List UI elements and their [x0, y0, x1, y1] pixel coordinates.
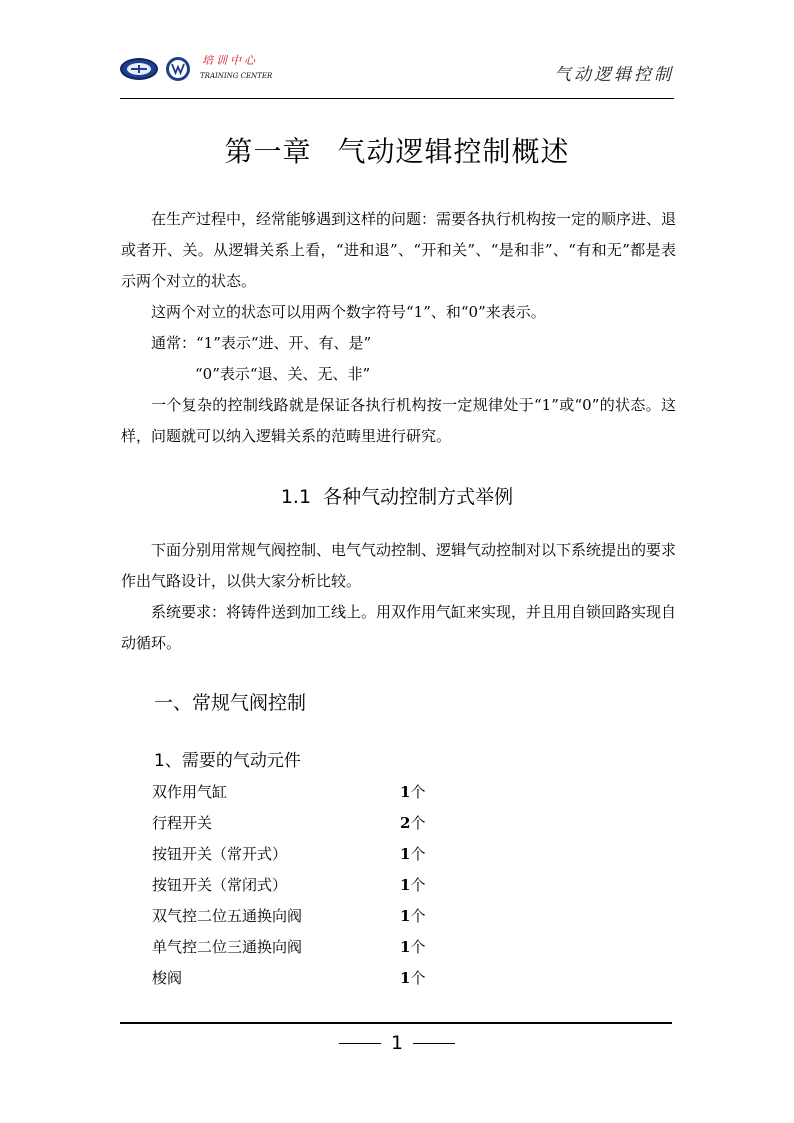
header-title: 气动逻辑控制	[554, 65, 674, 85]
subsection-title: 一、常规气阀控制	[154, 692, 307, 714]
logo-text-cn: 培训中心	[202, 54, 258, 67]
list-item	[152, 962, 472, 993]
component-quantity: 1个	[400, 969, 426, 987]
intro-paragraph-3: 通常：“1”表示“进、开、有、是”	[151, 334, 372, 352]
faw-logo-icon	[120, 58, 158, 80]
dash-left	[339, 1043, 381, 1044]
list-item	[152, 776, 472, 807]
chapter-title	[0, 130, 794, 170]
component-name: 行程开关	[152, 814, 213, 832]
section-name: 各种气动控制方式举例	[323, 486, 514, 508]
page-number	[0, 1032, 794, 1054]
component-name: 按钮开关（常闭式）	[152, 876, 288, 894]
list-item	[152, 807, 472, 838]
training-center-logo	[200, 52, 274, 86]
intro-paragraph-2: 这两个对立的状态可以用两个数字符号“1”、和“0”来表示。	[151, 303, 546, 321]
component-quantity: 1个	[400, 907, 426, 925]
header-logos	[120, 52, 274, 86]
component-quantity: 1个	[400, 845, 426, 863]
component-name: 双作用气缸	[152, 783, 228, 801]
section-paragraph-1: 下面分别用常规气阀控制、电气气动控制、逻辑气动控制对以下系统提出的要求作出气路设计，以供大家分析比较。	[121, 541, 677, 590]
component-name: 梭阀	[152, 969, 183, 987]
component-name: 双气控二位五通换向阀	[152, 907, 303, 925]
section-title	[0, 482, 794, 509]
list-item	[152, 869, 472, 900]
page-number-value: 1	[390, 1032, 404, 1054]
component-name: 按钮开关（常开式）	[152, 845, 288, 863]
section-paragraph-2: 系统要求：将铸件送到加工线上。用双作用气缸来实现，并且用自锁回路实现自动循环。	[121, 603, 677, 652]
intro-paragraph-1: 在生产过程中，经常能够遇到这样的问题：需要各执行机构按一定的顺序进、退或者开、关。从逻辑关系上看，“进和退”、“开和关”、“是和非”、“有和无”都是表示两个对立的状态。	[121, 210, 677, 290]
component-name: 单气控二位三通换向阀	[152, 938, 303, 956]
footer-divider	[120, 1022, 672, 1024]
dash-right	[413, 1043, 455, 1044]
list-item	[152, 838, 472, 869]
component-quantity: 1个	[400, 783, 426, 801]
logo-text-en: TRAINING CENTER	[200, 72, 273, 80]
section-number: 1.1	[280, 486, 312, 508]
component-list	[152, 776, 472, 993]
component-quantity: 2个	[400, 814, 426, 832]
vw-logo-icon	[166, 57, 190, 81]
list-item	[152, 931, 472, 962]
intro-paragraph-5: 一个复杂的控制线路就是保证各执行机构按一定规律处于“1”或“0”的状态。这样，问题就可以纳入逻辑关系的范畴里进行研究。	[121, 396, 676, 445]
component-list-title: 1、需要的气动元件	[154, 751, 301, 771]
component-quantity: 1个	[400, 876, 426, 894]
component-quantity: 1个	[400, 938, 426, 956]
list-item	[152, 900, 472, 931]
chapter-name: 气动逻辑控制概述	[337, 135, 570, 168]
header-divider	[120, 98, 674, 99]
chapter-number: 第一章	[224, 135, 312, 168]
intro-paragraph-4: “0”表示“退、关、无、非”	[195, 365, 371, 383]
